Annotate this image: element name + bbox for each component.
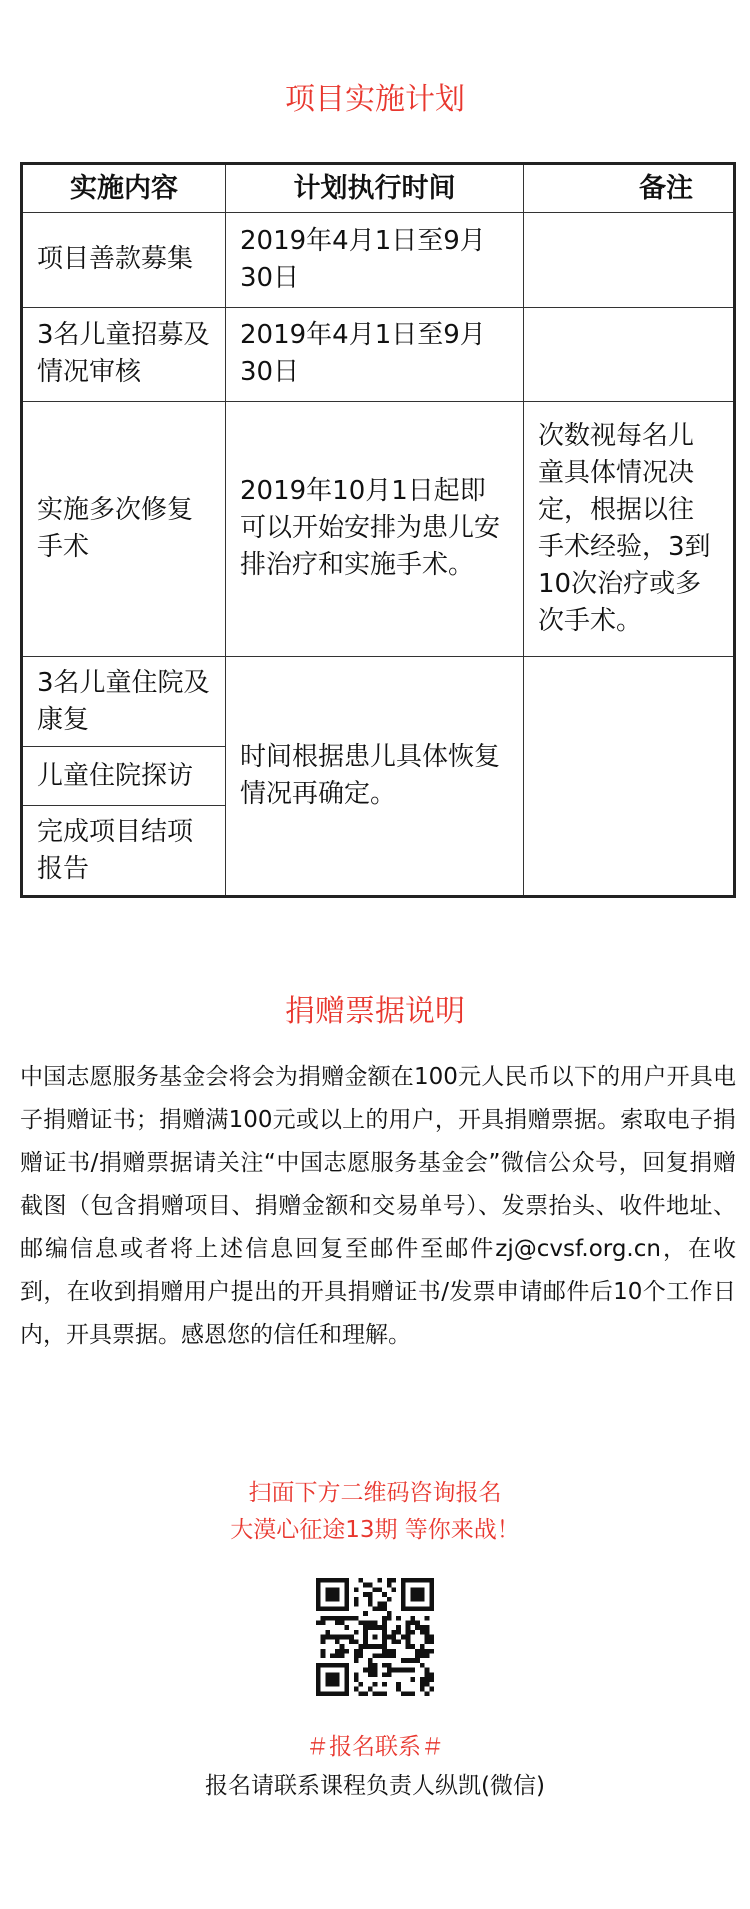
cta-line-1: 扫面下方二维码咨询报名 xyxy=(248,1480,502,1506)
receipt-text: 中国志愿服务基金会将会为捐赠金额在100元人民币以下的用户开具电子捐赠证书；捐赠满100元或以上的用户，开具捐赠票据。索取电子捐赠证书/捐赠票据请关注“中国志愿服务基金会”微信公众号，回复捐赠截图（包含捐赠项目、捐赠金额和交易单号）、发票抬头、收件地址、邮编信息或者将上述信息回复至邮件至邮件zj@cvsf.org.cn，在收到，在收到捐赠用户提出的开具捐赠证书/发票申请邮件后10个工作日内，开具票据。感恩您的信任和理解。 xyxy=(20,1064,736,1348)
cell-note xyxy=(524,307,735,402)
qr-code-icon[interactable] xyxy=(316,1578,434,1696)
contact-text: 报名请联系课程负责人纵凯(微信) xyxy=(205,1773,545,1799)
plan-table xyxy=(20,162,736,898)
cell-time: 2019年10月1日起即可以开始安排为患儿安排治疗和实施手术。 xyxy=(226,402,524,657)
receipt-title: 捐赠票据说明 xyxy=(285,994,465,1029)
table-row xyxy=(22,656,735,747)
header-time: 计划执行时间 xyxy=(226,164,524,213)
cell-content: 儿童住院探访 xyxy=(22,747,226,806)
cell-content: 3名儿童招募及情况审核 xyxy=(22,307,226,402)
cta-line-2: 大漠心征途13期 等你来战！ xyxy=(230,1517,520,1543)
header-note: 备注 xyxy=(524,164,735,213)
contact-heading: ＃报名联系＃ xyxy=(306,1734,444,1760)
cell-time: 2019年4月1日至9月30日 xyxy=(226,212,524,307)
plan-title: 项目实施计划 xyxy=(285,82,465,117)
cell-merged-note xyxy=(524,656,735,896)
header-content: 实施内容 xyxy=(22,164,226,213)
cell-note: 次数视每名儿童具体情况决定，根据以往手术经验，3到10次治疗或多次手术。 xyxy=(524,402,735,657)
table-row xyxy=(22,402,735,657)
cell-time: 2019年4月1日至9月30日 xyxy=(226,307,524,402)
cell-content: 完成项目结项报告 xyxy=(22,806,226,897)
table-row xyxy=(22,307,735,402)
cell-content: 3名儿童住院及康复 xyxy=(22,656,226,747)
table-row xyxy=(22,212,735,307)
cell-content: 实施多次修复手术 xyxy=(22,402,226,657)
cell-content: 项目善款募集 xyxy=(22,212,226,307)
cell-note xyxy=(524,212,735,307)
table-header-row xyxy=(22,164,735,213)
cell-merged-time: 时间根据患儿具体恢复情况再确定。 xyxy=(226,656,524,896)
